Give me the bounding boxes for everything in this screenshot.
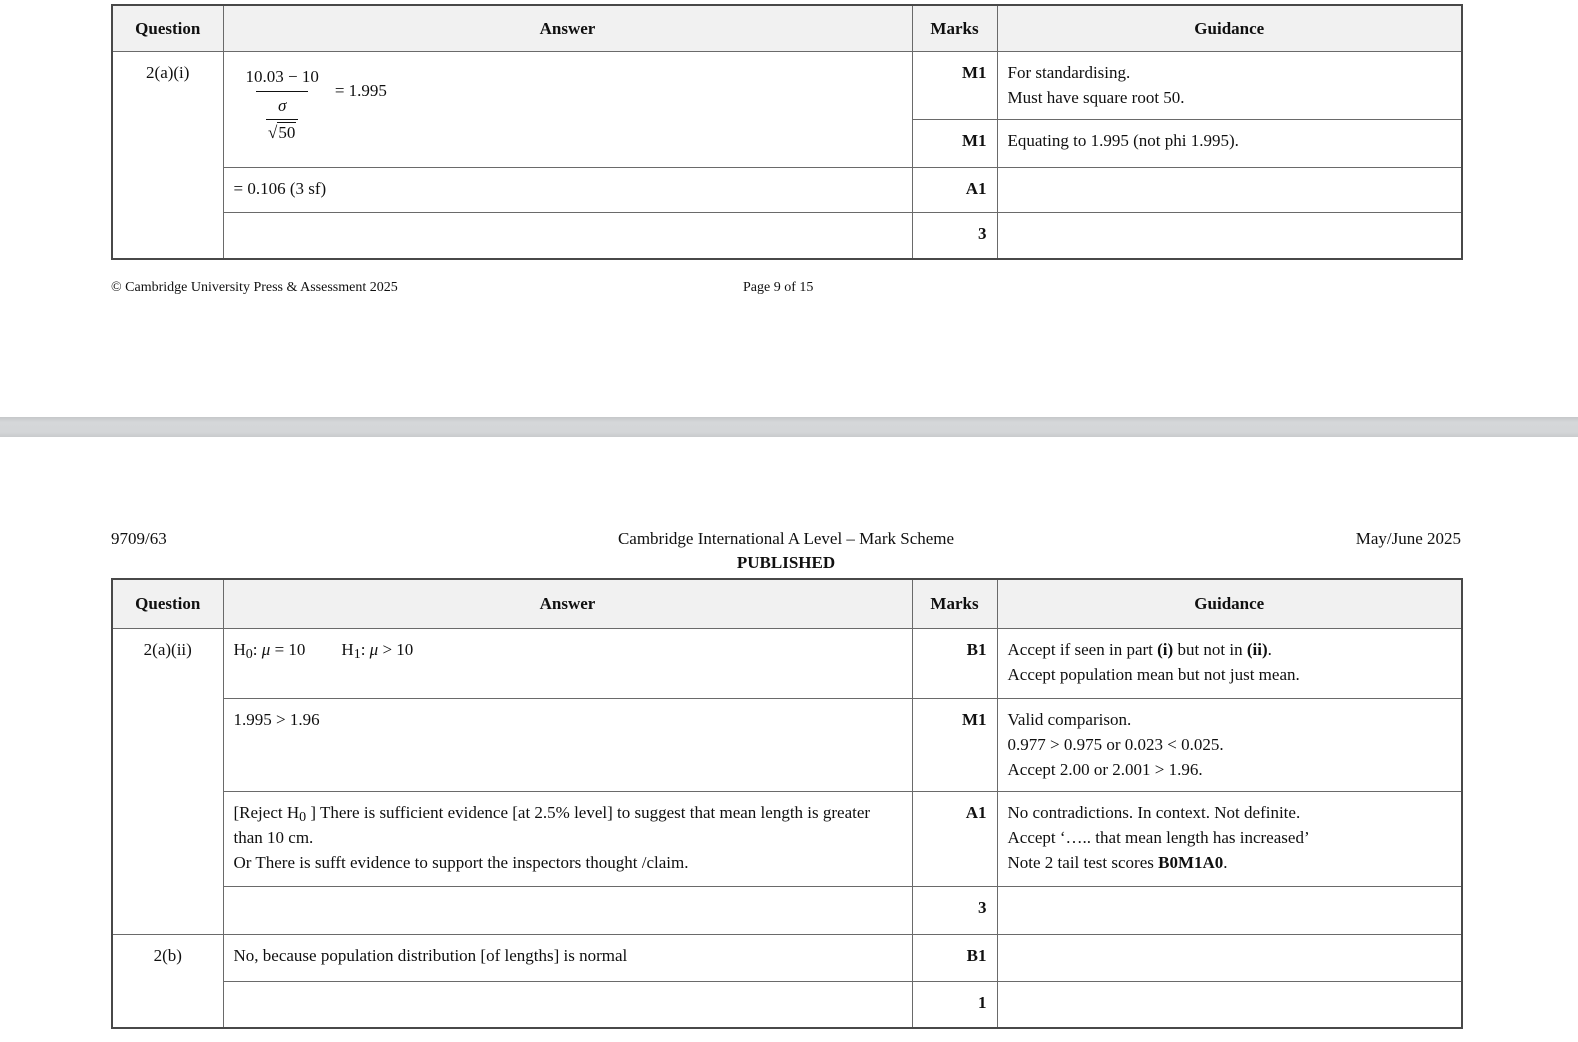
radical-sign: √ — [268, 122, 278, 142]
page-number-label: Page 9 of 15 — [743, 280, 814, 295]
exam-session: May/June 2025 — [1355, 529, 1461, 548]
col-header-answer: Answer — [223, 579, 912, 628]
answer-text: [Reject $H_0$ ] There is sufficient evidence [at 2.5% level] to suggest that mean length is greater than 10 cm. — [233, 802, 871, 847]
guidance-line: Accept if seen in part (i) but not in (ii). — [1007, 639, 1272, 659]
document-header — [111, 527, 1461, 575]
table-header-row — [112, 579, 1462, 628]
guidance-line: 0.977 > 0.975 or 0.023 < 0.025. — [1007, 734, 1224, 754]
answer-cell — [223, 934, 912, 981]
guidance-cell — [997, 791, 1462, 886]
total-marks-cell: 1 — [912, 981, 997, 1028]
guidance-line: No contradictions. In context. Not definite. — [1007, 802, 1301, 822]
page-separator — [0, 417, 1578, 437]
total-marks-cell: 3 — [912, 212, 997, 259]
col-header-marks: Marks — [912, 579, 997, 628]
answer-text: No, because population distribution [of lengths] is normal — [233, 945, 628, 965]
guidance-cell — [997, 212, 1462, 259]
total-marks-cell: 3 — [912, 886, 997, 934]
hypothesis-h1: $H_1$: μ > 10 — [341, 639, 414, 662]
equation-result: = 1.995 — [334, 80, 387, 100]
copyright-notice: © Cambridge University Press & Assessment 2025 — [111, 280, 398, 295]
guidance-line: Accept ‘….. that mean length has increased’ — [1007, 827, 1310, 847]
document-title: Cambridge International A Level – Mark Scheme — [617, 529, 955, 548]
answer-text: Or There is sufft evidence to support the inspectors thought /claim. — [233, 852, 689, 872]
table-header-row — [112, 5, 1462, 51]
answer-cell — [223, 698, 912, 791]
answer-text: 1.995 > 1.96 — [233, 709, 320, 729]
paper-code: 9709/63 — [111, 529, 167, 548]
radicand: 50 — [278, 122, 296, 142]
guidance-line: Must have square root 50. — [1007, 87, 1185, 107]
table-row — [112, 981, 1462, 1028]
question-number: 2(b) — [112, 934, 223, 1028]
guidance-cell — [997, 51, 1462, 119]
sigma-symbol: σ — [277, 95, 287, 115]
mark-cell: A1 — [912, 791, 997, 886]
guidance-cell — [997, 698, 1462, 791]
equation — [234, 60, 902, 144]
table-row — [112, 628, 1462, 698]
answer-cell — [223, 51, 912, 167]
answer-cell — [223, 212, 912, 259]
col-header-guidance: Guidance — [997, 579, 1462, 628]
sqrt-expression — [266, 119, 298, 144]
hypothesis-h0: $H_0$: μ = 10 — [233, 639, 306, 662]
document-page-10 — [0, 437, 1578, 1042]
mark-scheme-table-q2ai — [111, 4, 1463, 260]
question-number: 2(a)(i) — [112, 51, 223, 259]
col-header-question: Question — [112, 579, 223, 628]
mark-scheme-table-q2aii — [111, 578, 1463, 1029]
table-row — [112, 698, 1462, 791]
table-row — [112, 212, 1462, 259]
mark-cell: B1 — [912, 628, 997, 698]
mark-cell: M1 — [912, 119, 997, 167]
answer-cell — [223, 886, 912, 934]
table-row — [112, 791, 1462, 886]
published-label: PUBLISHED — [736, 553, 836, 572]
fraction-inner — [266, 95, 298, 144]
col-header-answer: Answer — [223, 5, 912, 51]
mark-cell: M1 — [912, 698, 997, 791]
document-title-block — [331, 527, 1241, 575]
guidance-line: Accept population mean but not just mean. — [1007, 664, 1300, 684]
table-row — [112, 934, 1462, 981]
guidance-cell — [997, 886, 1462, 934]
guidance-cell — [997, 628, 1462, 698]
table-row — [112, 886, 1462, 934]
guidance-line: Equating to 1.995 (not phi 1.995). — [1007, 130, 1239, 150]
guidance-cell — [997, 119, 1462, 167]
mark-cell: A1 — [912, 167, 997, 212]
answer-text: = 0.106 (3 sf) — [233, 178, 327, 198]
guidance-line: Accept 2.00 or 2.001 > 1.96. — [1007, 759, 1203, 779]
mark-cell: B1 — [912, 934, 997, 981]
table-row — [112, 167, 1462, 212]
mark-cell: M1 — [912, 51, 997, 119]
guidance-line: Note 2 tail test scores B0M1A0. — [1007, 852, 1228, 872]
table-row — [112, 51, 1462, 119]
answer-cell — [223, 981, 912, 1028]
guidance-cell — [997, 981, 1462, 1028]
document-page-9 — [0, 0, 1578, 417]
col-header-question: Question — [112, 5, 223, 51]
question-number: 2(a)(ii) — [112, 628, 223, 934]
guidance-line: Valid comparison. — [1007, 709, 1132, 729]
guidance-line: For standardising. — [1007, 62, 1131, 82]
col-header-guidance: Guidance — [997, 5, 1462, 51]
answer-cell — [223, 628, 912, 698]
col-header-marks: Marks — [912, 5, 997, 51]
answer-cell — [223, 791, 912, 886]
fraction-main — [236, 66, 329, 144]
fraction-denominator — [256, 91, 308, 144]
guidance-cell — [997, 167, 1462, 212]
guidance-cell — [997, 934, 1462, 981]
fraction-numerator: 10.03 − 10 — [245, 66, 319, 86]
answer-cell — [223, 167, 912, 212]
